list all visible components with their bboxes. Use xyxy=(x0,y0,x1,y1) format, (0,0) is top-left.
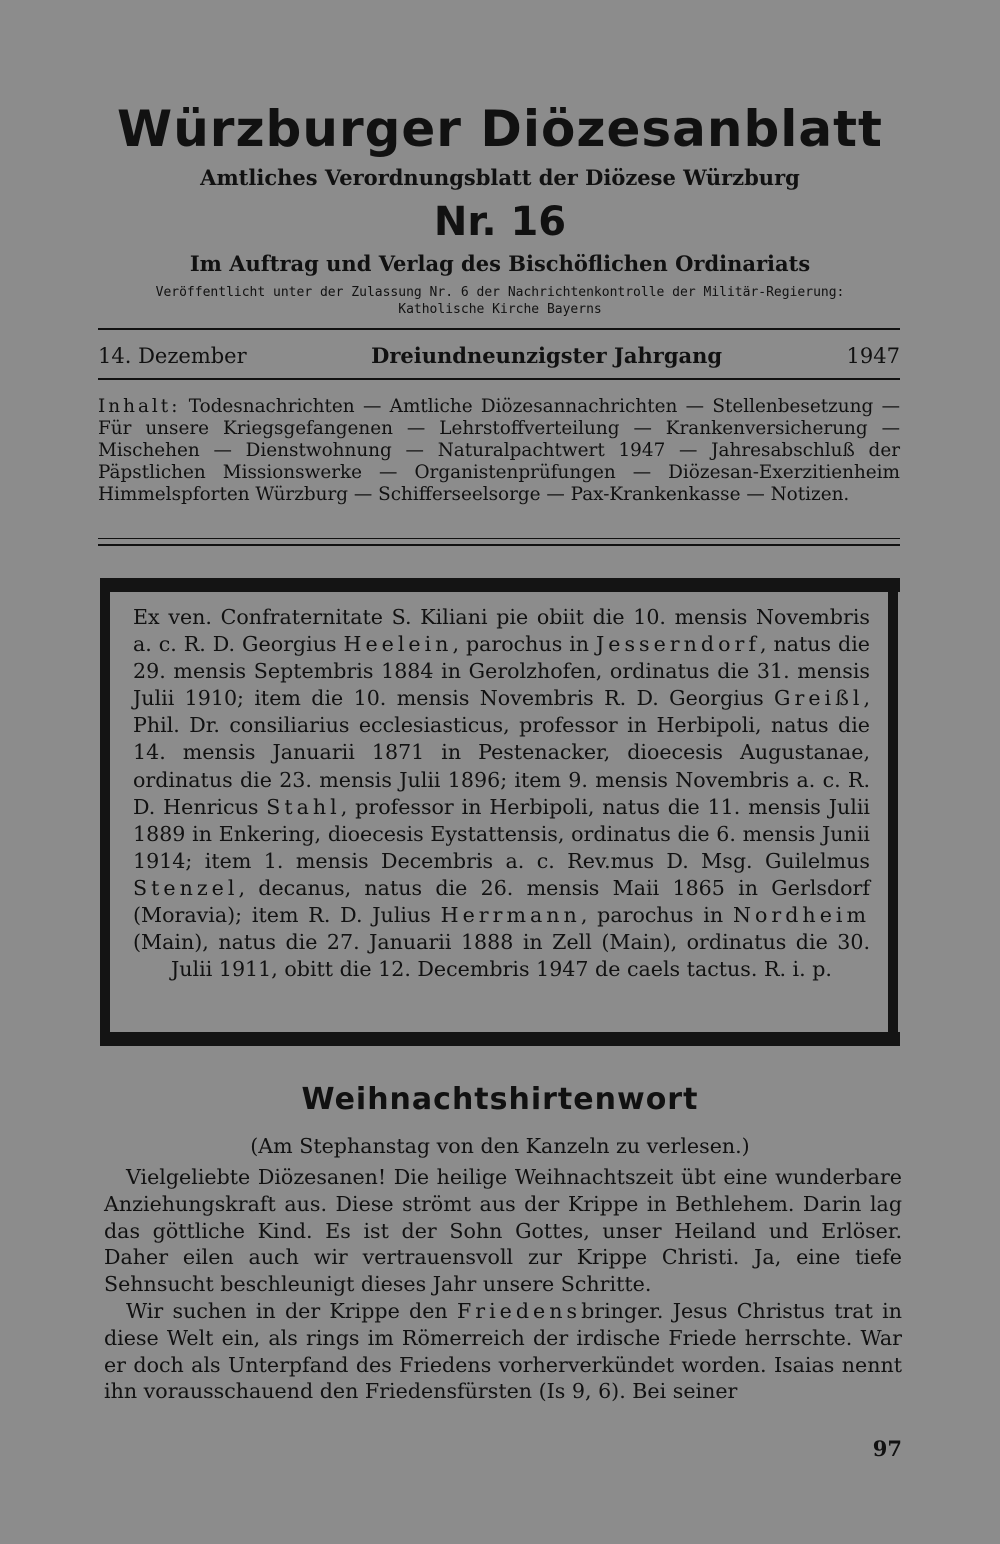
contents-label: Inhalt: xyxy=(98,396,181,417)
obituary-frame-bottom xyxy=(100,1032,900,1046)
article-text: Wir suchen in der Krippe den xyxy=(126,1298,457,1323)
obituary-text: Ex ven. Confraternitate S. Kiliani pie obiit die 10. mensis Novembris a. c. R. D. Georgius xyxy=(133,605,870,657)
rule-top xyxy=(98,328,900,330)
obituary-text: , professor in Herbipoli, natus die 11. mensis Julii 1889 in Enkering, dioecesis Eystattensis, ordinatus die 6. mensis Junii 1914; item 1. mensis Decembris a. c. Rev.mus D. Msg. Guilelmus xyxy=(133,794,871,873)
obituary-frame-left xyxy=(100,592,110,1032)
rule-contents-2 xyxy=(98,544,900,546)
obituary-place: Jesserndorf xyxy=(596,632,760,657)
obituary-notice xyxy=(133,604,870,983)
obituary-text: , parochus in xyxy=(580,903,733,928)
obituary-text: , Phil. Dr. consiliarius ecclesiasticus, professor in Herbipoli, natus die 14. mensis Januarii 1871 in Pestenacker, dioecesis Augustanae, ordinatus die 23. mensis Julii 1896; item 9. mensis Novembris a. c. R. D. Henricus xyxy=(133,686,870,819)
obituary-name: Herrmann xyxy=(440,903,581,928)
article-paragraph xyxy=(104,1298,902,1405)
article-body xyxy=(104,1164,902,1405)
issue-date: 14. Dezember xyxy=(98,344,247,368)
obituary-text: , decanus, natus die 26. mensis Maii 1865 in Gerlsdorf (Moravia); item R. D. Julius xyxy=(133,875,870,928)
permit-line-1: Veröffentlicht unter der Zulassung Nr. 6 der Nachrichtenkontrolle der Militär-Regierung: xyxy=(155,285,845,300)
table-of-contents xyxy=(98,396,900,506)
obituary-place: Nordheim xyxy=(732,903,870,928)
permit-line-2: Katholische Kirche Bayerns xyxy=(398,302,602,317)
article-emphasis: Friedens xyxy=(456,1298,582,1323)
obituary-frame-top xyxy=(100,578,900,592)
obituary-name: Stenzel xyxy=(133,875,239,900)
issue-year: 1947 xyxy=(846,344,900,368)
issue-number: Nr. 16 xyxy=(433,199,567,245)
obituary-text: , parochus in xyxy=(452,632,597,657)
contents-text: Todesnachrichten — Amtliche Diözesannachrichten — Stellenbesetzung — Für unsere Kriegsgefangenen — Lehrstoffverteilung — Krankenversicherung — Mischehen — Dienstwohnung — Naturalpachtwert 1947 — Jahresabschluß der Päpstlichen Missionswerke — Organistenprüfungen — Diözesan-Exerzitienheim Himmelspforten Würzburg — Schifferseelsorge — Pax-Krankenkasse — Notizen. xyxy=(98,396,900,505)
article-text: bringer. Jesus Christus trat in diese Welt ein, als rings im Römerreich der irdische Friede herrschte. War er doch als Unterpfand des Friedens vorherverkündet worden. Isaias nennt ihn vorausschauend den Friedensfürsten (Is 9, 6). Bei seiner xyxy=(104,1298,902,1404)
masthead-title: Würzburger Diözesanblatt xyxy=(117,100,883,158)
masthead-subtitle: Amtliches Verordnungsblatt der Diözese Würzburg xyxy=(200,165,800,190)
obituary-text: , natus die 29. mensis Septembris 1884 in Gerolzhofen, ordinatus die 31. mensis Julii 1910; item die 10. mensis Novembris R. D. Georgius xyxy=(133,632,870,711)
page-number: 97 xyxy=(872,1436,902,1461)
volume-label: Dreiundneunzigster Jahrgang xyxy=(371,343,723,368)
rule-below-dateline xyxy=(98,378,900,380)
obituary-text: (Main), natus die 27. Januarii 1888 in Zell (Main), ordinatus die 30. Julii 1911, obitt die 12. Decembris 1947 de caels tactus. R. i. p. xyxy=(133,930,870,982)
rule-contents-1 xyxy=(98,538,900,539)
obituary-name: Heelein xyxy=(343,632,453,657)
article-note: (Am Stephanstag von den Kanzeln zu verlesen.) xyxy=(250,1134,750,1158)
obituary-name: Stahl xyxy=(266,794,341,819)
article-heading: Weihnachtshirtenwort xyxy=(301,1082,699,1117)
article-paragraph: Vielgeliebte Diözesanen! Die heilige Weihnachtszeit übt eine wunderbare Anziehungskraft aus. Diese strömt aus der Krippe in Bethlehem. Darin lag das göttliche Kind. Es ist der Sohn Gottes, unser Heiland und Erlöser. Daher eilen auch wir vertrauensvoll zur Krippe Christi. Ja, eine tiefe Sehnsucht beschleunigt dieses Jahr unsere Schritte. xyxy=(104,1165,902,1297)
obituary-name: Greißl xyxy=(774,686,864,711)
publisher-line: Im Auftrag und Verlag des Bischöflichen Ordinariats xyxy=(189,251,811,276)
permit-notice xyxy=(90,284,910,318)
dateline xyxy=(98,342,900,370)
obituary-frame-right xyxy=(888,592,898,1032)
